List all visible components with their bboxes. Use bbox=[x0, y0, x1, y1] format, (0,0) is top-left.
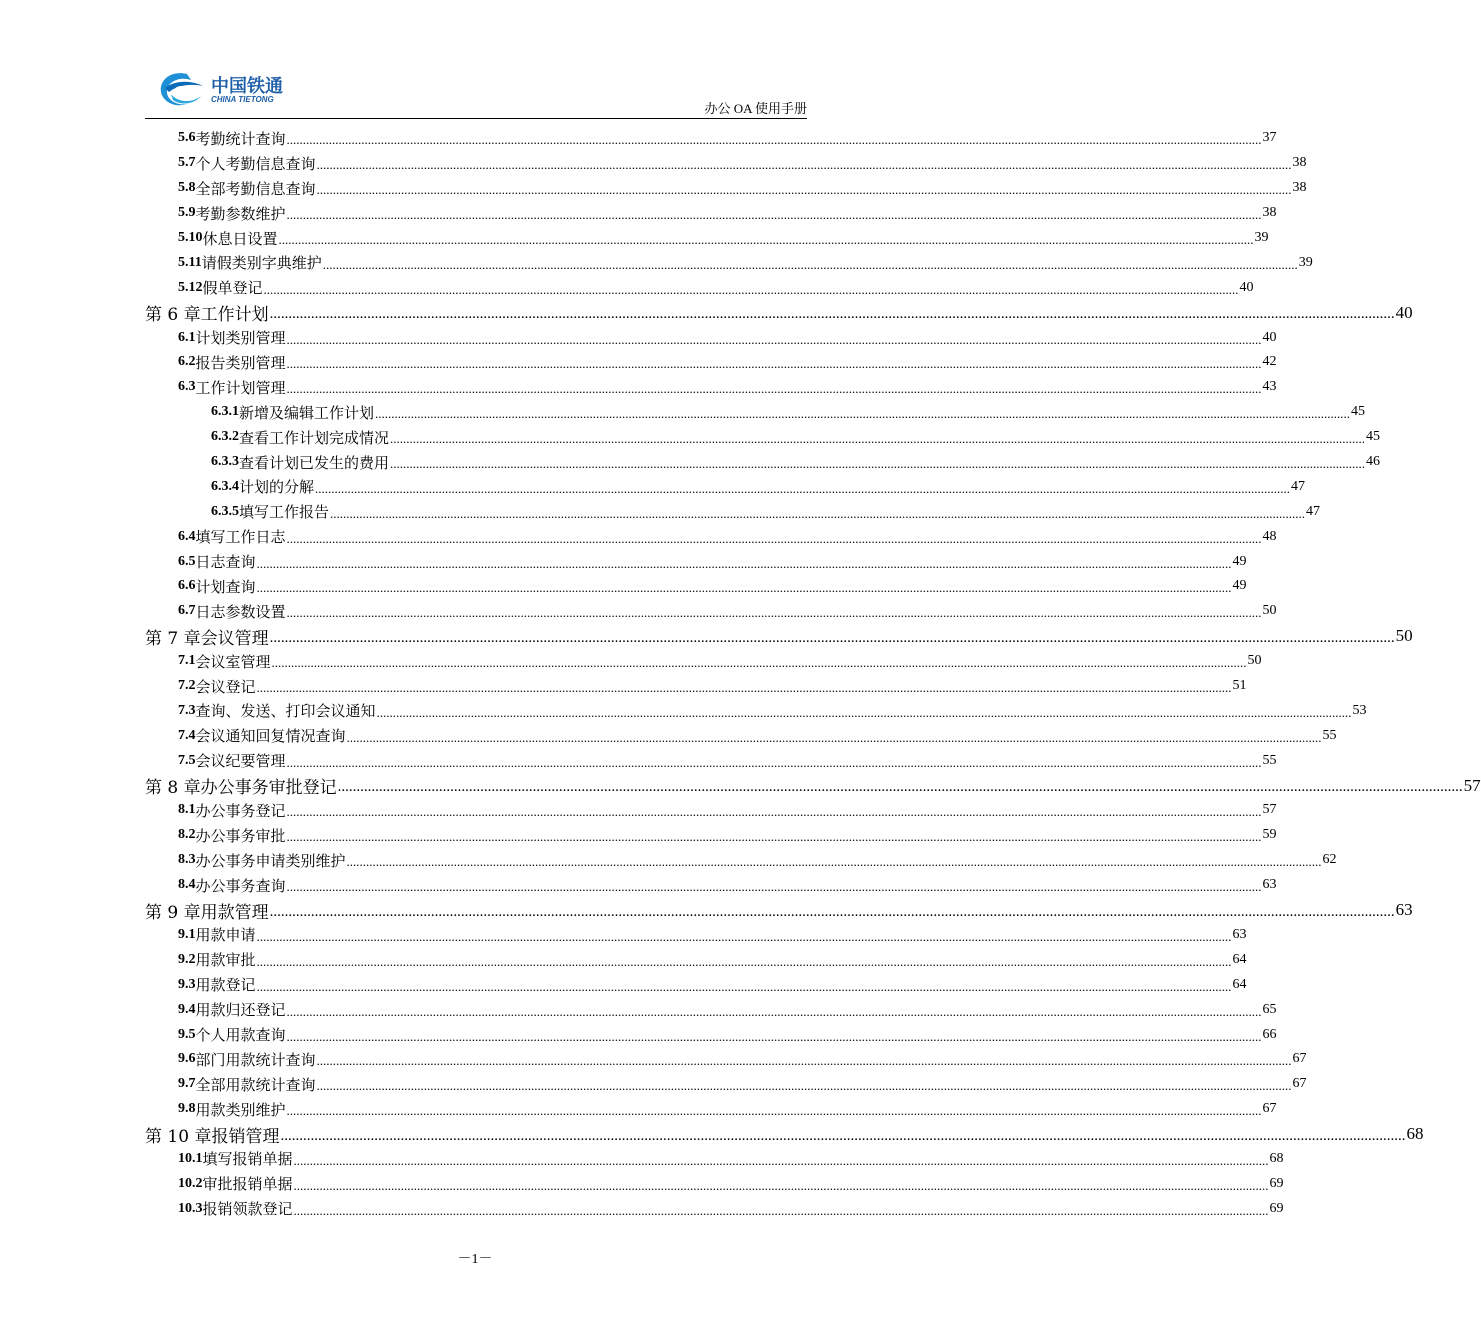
toc-entry-number: 9.5 bbox=[178, 1026, 196, 1042]
toc-entry[interactable] bbox=[145, 723, 1337, 748]
toc-entry-page: 38 bbox=[1292, 155, 1307, 171]
toc-entry-number: 10.2 bbox=[178, 1175, 203, 1191]
toc-entry-number: 6.2 bbox=[178, 354, 196, 370]
toc-entry-title: 用款审批 bbox=[195, 951, 256, 970]
toc-entry[interactable] bbox=[145, 997, 1277, 1022]
toc-entry-page: 57 bbox=[1262, 802, 1277, 818]
toc-entry[interactable] bbox=[145, 923, 1247, 948]
toc-entry-number: 6.3.4 bbox=[211, 478, 239, 494]
toc-entry-page: 62 bbox=[1322, 852, 1337, 868]
toc-entry[interactable] bbox=[145, 748, 1277, 773]
toc-entry-number: 6.4 bbox=[178, 528, 196, 544]
toc-entry[interactable] bbox=[145, 972, 1247, 997]
toc-entry-page: 68 bbox=[1269, 1150, 1284, 1166]
toc-entry-number: 第 6 章 bbox=[145, 305, 201, 326]
toc-entry-number: 6.3 bbox=[178, 379, 196, 395]
toc-entry-title: 全部考勤信息查询 bbox=[195, 179, 316, 198]
toc-entry[interactable] bbox=[145, 375, 1277, 400]
toc-dot-leader: ............................................................................................................................................................................................................................................................................................................ bbox=[390, 456, 1366, 472]
toc-entry-page: 39 bbox=[1254, 230, 1269, 245]
toc-entry-number: 9.3 bbox=[178, 976, 196, 992]
toc-entry-number: 5.12 bbox=[178, 279, 203, 295]
toc-entry-number: 5.7 bbox=[178, 155, 196, 171]
toc-entry[interactable] bbox=[145, 599, 1277, 624]
toc-chapter-entry[interactable] bbox=[145, 773, 1481, 799]
toc-entry-number: 6.1 bbox=[178, 329, 196, 345]
toc-entry[interactable] bbox=[145, 474, 1306, 499]
toc-entry-title: 考勤统计查询 bbox=[195, 129, 286, 148]
toc-dot-leader: ............................................................................................................................................................................................................................................................................................................ bbox=[286, 381, 1262, 397]
toc-entry[interactable] bbox=[145, 1072, 1307, 1097]
toc-entry-page: 43 bbox=[1262, 379, 1277, 395]
toc-entry[interactable] bbox=[145, 499, 1321, 524]
toc-entry-title: 办公事务登记 bbox=[195, 801, 286, 820]
toc-entry-page: 40 bbox=[1395, 302, 1413, 322]
toc-entry-page: 63 bbox=[1395, 900, 1413, 920]
toc-entry-number: 6.7 bbox=[178, 603, 196, 619]
toc-entry-title: 会议登记 bbox=[195, 677, 256, 696]
toc-entry[interactable] bbox=[145, 823, 1277, 848]
document-title: 办公 OA 使用手册 bbox=[704, 101, 807, 116]
toc-entry-number: 第 7 章 bbox=[145, 628, 201, 649]
toc-dot-leader: ............................................................................................................................................................................................................................................................................................................ bbox=[256, 555, 1232, 571]
toc-entry-number: 9.1 bbox=[178, 926, 196, 942]
toc-chapter-entry[interactable] bbox=[145, 1122, 1424, 1147]
toc-dot-leader: ............................................................................................................................................................................................................................................................................................................ bbox=[316, 1078, 1292, 1094]
toc-entry-title: 填写工作报告 bbox=[239, 503, 330, 522]
toc-dot-leader: ............................................................................................................................................................................................................................................................................................................ bbox=[286, 879, 1262, 895]
toc-dot-leader: ............................................................................................................................................................................................................................................................................................................ bbox=[256, 953, 1232, 969]
logo-english-text: CHINA TIETONG bbox=[211, 95, 274, 104]
toc-entry-title: 报销管理 bbox=[211, 1126, 280, 1147]
toc-entry-number: 6.3.3 bbox=[211, 454, 239, 470]
toc-entry-title: 办公事务查询 bbox=[195, 876, 286, 895]
toc-dot-leader: ............................................................................................................................................................................................................................................................................................................ bbox=[286, 754, 1262, 770]
toc-entry-page: 40 bbox=[1262, 329, 1277, 345]
toc-entry-page: 49 bbox=[1232, 578, 1247, 594]
toc-entry-title: 用款归还登记 bbox=[195, 1001, 286, 1020]
toc-entry[interactable] bbox=[145, 574, 1247, 599]
toc-dot-leader: ............................................................................................................................................................................................................................................................................................................ bbox=[346, 854, 1322, 870]
toc-entry-number: 10.1 bbox=[178, 1150, 203, 1166]
page-number: －1－ bbox=[457, 1252, 493, 1267]
toc-entry-number: 5.10 bbox=[178, 230, 203, 245]
toc-entry-title: 休息日设置 bbox=[202, 229, 278, 248]
table-of-contents bbox=[145, 126, 1481, 1221]
toc-entry-number: 8.3 bbox=[178, 852, 196, 868]
toc-dot-leader: ............................................................................................................................................................................................................................................................................................................ bbox=[346, 729, 1322, 745]
toc-dot-leader: ............................................................................................................................................................................................................................................................................................................ bbox=[286, 356, 1262, 372]
toc-dot-leader: ............................................................................................................................................................................................................................................................................................................ bbox=[286, 530, 1262, 546]
toc-dot-leader: ............................................................................................................................................................................................................................................................................................................ bbox=[256, 978, 1232, 994]
toc-entry-page: 69 bbox=[1269, 1200, 1284, 1216]
toc-entry-title: 查看工作计划完成情况 bbox=[239, 428, 390, 447]
toc-dot-leader: ............................................................................................................................................................................................................................................................................................................ bbox=[286, 1103, 1262, 1119]
toc-entry-title: 用款管理 bbox=[200, 902, 269, 923]
toc-entry[interactable] bbox=[145, 275, 1254, 300]
toc-entry-number: 7.4 bbox=[178, 727, 196, 743]
toc-entry-page: 67 bbox=[1292, 1051, 1307, 1067]
toc-entry-title: 会议通知回复情况查询 bbox=[195, 727, 346, 746]
toc-entry[interactable] bbox=[145, 1196, 1284, 1221]
toc-dot-leader: ............................................................................................................................................................................................................................................................................................................ bbox=[278, 232, 1254, 247]
toc-entry[interactable] bbox=[145, 325, 1277, 350]
toc-entry-number: 9.2 bbox=[178, 951, 196, 967]
toc-entry-title: 新增及编辑工作计划 bbox=[239, 403, 375, 422]
toc-entry[interactable] bbox=[145, 226, 1269, 251]
toc-entry-page: 63 bbox=[1262, 877, 1277, 893]
toc-entry-title: 会议室管理 bbox=[195, 652, 271, 671]
toc-dot-leader: ............................................................................................................................................................................................................................................................................................................ bbox=[256, 928, 1232, 944]
toc-entry-page: 55 bbox=[1322, 727, 1337, 743]
toc-entry-number: 6.3.2 bbox=[211, 429, 239, 445]
toc-entry-title: 查询、发送、打印会议通知 bbox=[195, 702, 376, 721]
toc-entry[interactable] bbox=[145, 1022, 1277, 1047]
toc-entry[interactable] bbox=[145, 798, 1277, 823]
toc-entry[interactable] bbox=[145, 176, 1307, 201]
toc-entry[interactable] bbox=[145, 350, 1277, 375]
toc-dot-leader: ............................................................................................................................................................................................................................................................................................................ bbox=[280, 1127, 1406, 1144]
toc-chapter-entry[interactable] bbox=[145, 300, 1413, 326]
toc-dot-leader: ............................................................................................................................................................................................................................................................................................................ bbox=[376, 704, 1352, 720]
toc-dot-leader: ............................................................................................................................................................................................................................................................................................................ bbox=[256, 680, 1232, 696]
toc-entry-title: 查看计划已发生的费用 bbox=[239, 453, 390, 472]
toc-entry-title: 日志参数设置 bbox=[195, 602, 286, 621]
toc-dot-leader: ............................................................................................................................................................................................................................................................................................................ bbox=[375, 406, 1351, 422]
toc-dot-leader: ............................................................................................................................................................................................................................................................................................................ bbox=[337, 779, 1463, 796]
toc-dot-leader: ............................................................................................................................................................................................................................................................................................................ bbox=[286, 1003, 1262, 1019]
toc-entry-number: 第 9 章 bbox=[145, 902, 201, 923]
toc-entry-page: 45 bbox=[1351, 404, 1366, 420]
toc-entry-title: 填写报销单据 bbox=[202, 1150, 293, 1169]
toc-entry-number: 10.3 bbox=[178, 1200, 203, 1216]
toc-entry[interactable] bbox=[145, 524, 1277, 549]
toc-entry-number: 9.8 bbox=[178, 1101, 196, 1117]
toc-dot-leader: ............................................................................................................................................................................................................................................................................................................ bbox=[330, 505, 1306, 521]
toc-entry-page: 65 bbox=[1262, 1001, 1277, 1017]
toc-entry-page: 45 bbox=[1366, 429, 1381, 445]
toc-dot-leader: ............................................................................................................................................................................................................................................................................................................ bbox=[269, 306, 1395, 323]
toc-dot-leader: ............................................................................................................................................................................................................................................................................................................ bbox=[269, 903, 1395, 920]
toc-entry-title: 会议管理 bbox=[200, 628, 269, 649]
toc-entry-title: 用款类别维护 bbox=[195, 1100, 286, 1119]
toc-entry[interactable] bbox=[145, 698, 1367, 723]
toc-entry-page: 64 bbox=[1232, 976, 1247, 992]
toc-entry-page: 42 bbox=[1262, 354, 1277, 370]
company-logo bbox=[157, 68, 307, 112]
toc-dot-leader: ............................................................................................................................................................................................................................................................................................................ bbox=[269, 629, 1395, 646]
toc-chapter-entry[interactable] bbox=[145, 898, 1413, 923]
toc-entry-page: 40 bbox=[1239, 279, 1254, 295]
toc-entry-title: 假单登记 bbox=[202, 279, 263, 298]
toc-entry-title: 用款申请 bbox=[195, 926, 256, 945]
toc-dot-leader: ............................................................................................................................................................................................................................................................................................................ bbox=[316, 1053, 1292, 1069]
toc-entry-page: 57 bbox=[1463, 775, 1481, 795]
toc-entry-number: 9.6 bbox=[178, 1051, 196, 1067]
toc-entry[interactable] bbox=[145, 400, 1366, 425]
toc-dot-leader: ............................................................................................................................................................................................................................................................................................................ bbox=[286, 132, 1262, 148]
toc-dot-leader: ............................................................................................................................................................................................................................................................................................................ bbox=[316, 182, 1292, 198]
toc-dot-leader: ............................................................................................................................................................................................................................................................................................................ bbox=[390, 431, 1366, 447]
toc-entry[interactable] bbox=[145, 649, 1262, 674]
toc-entry-number: 7.1 bbox=[178, 653, 196, 669]
toc-entry-number: 第 10 章 bbox=[145, 1126, 212, 1147]
toc-entry[interactable] bbox=[145, 1047, 1307, 1072]
toc-entry-title: 报告类别管理 bbox=[195, 353, 286, 372]
toc-entry-number: 第 8 章 bbox=[145, 778, 201, 799]
toc-entry-page: 48 bbox=[1262, 528, 1277, 544]
toc-dot-leader: ............................................................................................................................................................................................................................................................................................................ bbox=[293, 1152, 1269, 1168]
toc-dot-leader: ............................................................................................................................................................................................................................................................................................................ bbox=[286, 207, 1262, 223]
toc-entry-page: 39 bbox=[1298, 254, 1313, 270]
toc-dot-leader: ............................................................................................................................................................................................................................................................................................................ bbox=[286, 331, 1262, 347]
toc-entry-title: 考勤参数维护 bbox=[195, 204, 286, 223]
toc-entry[interactable] bbox=[145, 1171, 1284, 1196]
toc-entry-title: 全部用款统计查询 bbox=[195, 1075, 316, 1094]
logo-swirl-icon bbox=[157, 68, 209, 112]
page-header bbox=[145, 60, 807, 119]
toc-entry[interactable] bbox=[145, 873, 1277, 898]
toc-entry-page: 47 bbox=[1306, 503, 1321, 519]
toc-entry-title: 填写工作日志 bbox=[195, 528, 286, 547]
toc-dot-leader: ............................................................................................................................................................................................................................................................................................................ bbox=[263, 281, 1239, 297]
toc-entry[interactable] bbox=[145, 674, 1247, 699]
toc-entry-page: 47 bbox=[1291, 478, 1306, 494]
toc-entry-number: 9.4 bbox=[178, 1001, 196, 1017]
toc-entry-page: 46 bbox=[1366, 454, 1381, 470]
toc-entry-number: 5.8 bbox=[178, 180, 196, 196]
toc-entry[interactable] bbox=[145, 126, 1277, 151]
toc-entry-number: 5.11 bbox=[178, 254, 202, 270]
toc-entry[interactable] bbox=[145, 1147, 1284, 1172]
toc-entry-number: 5.6 bbox=[178, 130, 196, 146]
toc-entry-page: 67 bbox=[1292, 1076, 1307, 1092]
toc-entry-title: 办公事务审批登记 bbox=[200, 778, 337, 799]
toc-entry-title: 工作计划管理 bbox=[195, 378, 286, 397]
toc-entry-number: 8.2 bbox=[178, 827, 196, 843]
toc-entry-page: 50 bbox=[1247, 653, 1262, 669]
toc-entry-page: 64 bbox=[1232, 951, 1247, 967]
toc-dot-leader: ............................................................................................................................................................................................................................................................................................................ bbox=[271, 655, 1247, 671]
toc-entry-number: 6.5 bbox=[178, 553, 196, 569]
toc-entry-page: 66 bbox=[1262, 1026, 1277, 1042]
toc-dot-leader: ............................................................................................................................................................................................................................................................................................................ bbox=[316, 157, 1292, 173]
toc-entry-page: 38 bbox=[1262, 205, 1277, 221]
toc-entry-number: 5.9 bbox=[178, 205, 196, 221]
toc-entry-title: 办公事务申请类别维护 bbox=[195, 851, 346, 870]
toc-entry[interactable] bbox=[145, 425, 1381, 450]
toc-dot-leader: ............................................................................................................................................................................................................................................................................................................ bbox=[286, 804, 1262, 820]
toc-dot-leader: ............................................................................................................................................................................................................................................................................................................ bbox=[315, 480, 1291, 496]
toc-entry-title: 日志查询 bbox=[195, 553, 256, 572]
toc-entry-title: 部门用款统计查询 bbox=[195, 1050, 316, 1069]
toc-entry-page: 51 bbox=[1232, 678, 1247, 694]
toc-entry-page: 69 bbox=[1269, 1175, 1284, 1191]
toc-entry[interactable] bbox=[145, 1097, 1277, 1122]
toc-entry[interactable] bbox=[145, 201, 1277, 226]
toc-entry-page: 67 bbox=[1262, 1101, 1277, 1117]
toc-entry-number: 6.6 bbox=[178, 578, 196, 594]
toc-entry-number: 8.4 bbox=[178, 877, 196, 893]
toc-entry-page: 50 bbox=[1395, 626, 1413, 646]
toc-entry-title: 报销领款登记 bbox=[202, 1200, 293, 1219]
toc-entry[interactable] bbox=[145, 250, 1313, 275]
toc-entry-page: 38 bbox=[1292, 180, 1307, 196]
toc-entry-page: 49 bbox=[1232, 553, 1247, 569]
toc-entry-title: 个人用款查询 bbox=[195, 1026, 286, 1044]
toc-entry-number: 9.7 bbox=[178, 1076, 196, 1092]
toc-entry-title: 工作计划 bbox=[200, 305, 269, 326]
toc-entry-title: 请假类别字典维护 bbox=[201, 254, 322, 273]
toc-entry-page: 55 bbox=[1262, 752, 1277, 768]
toc-entry-number: 6.3.1 bbox=[211, 404, 239, 420]
toc-entry-title: 审批报销单据 bbox=[202, 1175, 293, 1194]
toc-entry-page: 63 bbox=[1232, 926, 1247, 942]
toc-entry[interactable] bbox=[145, 848, 1337, 873]
toc-dot-leader: ............................................................................................................................................................................................................................................................................................................ bbox=[293, 1202, 1269, 1218]
toc-entry[interactable] bbox=[145, 151, 1307, 176]
toc-entry-title: 计划的分解 bbox=[239, 478, 315, 497]
toc-dot-leader: ............................................................................................................................................................................................................................................................................................................ bbox=[286, 1028, 1262, 1044]
toc-entry-page: 37 bbox=[1262, 130, 1277, 146]
toc-entry-number: 7.5 bbox=[178, 752, 196, 768]
toc-entry-title: 办公事务审批 bbox=[195, 826, 286, 845]
toc-entry-page: 50 bbox=[1262, 603, 1277, 619]
toc-chapter-entry[interactable] bbox=[145, 624, 1413, 649]
toc-entry-title: 计划类别管理 bbox=[195, 329, 286, 348]
toc-entry-page: 53 bbox=[1352, 702, 1367, 718]
toc-entry-title: 用款登记 bbox=[195, 976, 256, 995]
toc-dot-leader: ............................................................................................................................................................................................................................................................................................................ bbox=[293, 1177, 1269, 1193]
logo-chinese-text: 中国铁通 bbox=[211, 76, 283, 97]
toc-dot-leader: ............................................................................................................................................................................................................................................................................................................ bbox=[286, 605, 1262, 621]
toc-entry-page: 68 bbox=[1406, 1124, 1424, 1144]
toc-entry-title: 个人考勤信息查询 bbox=[195, 154, 316, 173]
toc-entry-number: 7.2 bbox=[178, 678, 196, 694]
toc-entry-number: 8.1 bbox=[178, 802, 196, 818]
toc-entry[interactable] bbox=[145, 450, 1381, 475]
toc-entry-title: 会议纪要管理 bbox=[195, 752, 286, 771]
toc-entry-number: 7.3 bbox=[178, 702, 196, 718]
toc-entry[interactable] bbox=[145, 549, 1247, 574]
toc-entry-title: 计划查询 bbox=[195, 577, 256, 596]
toc-entry[interactable] bbox=[145, 947, 1247, 972]
toc-dot-leader: ............................................................................................................................................................................................................................................................................................................ bbox=[286, 829, 1262, 845]
toc-dot-leader: ............................................................................................................................................................................................................................................................................................................ bbox=[322, 256, 1298, 272]
toc-entry-page: 59 bbox=[1262, 827, 1277, 843]
toc-dot-leader: ............................................................................................................................................................................................................................................................................................................ bbox=[256, 580, 1232, 596]
toc-entry-number: 6.3.5 bbox=[211, 503, 239, 519]
